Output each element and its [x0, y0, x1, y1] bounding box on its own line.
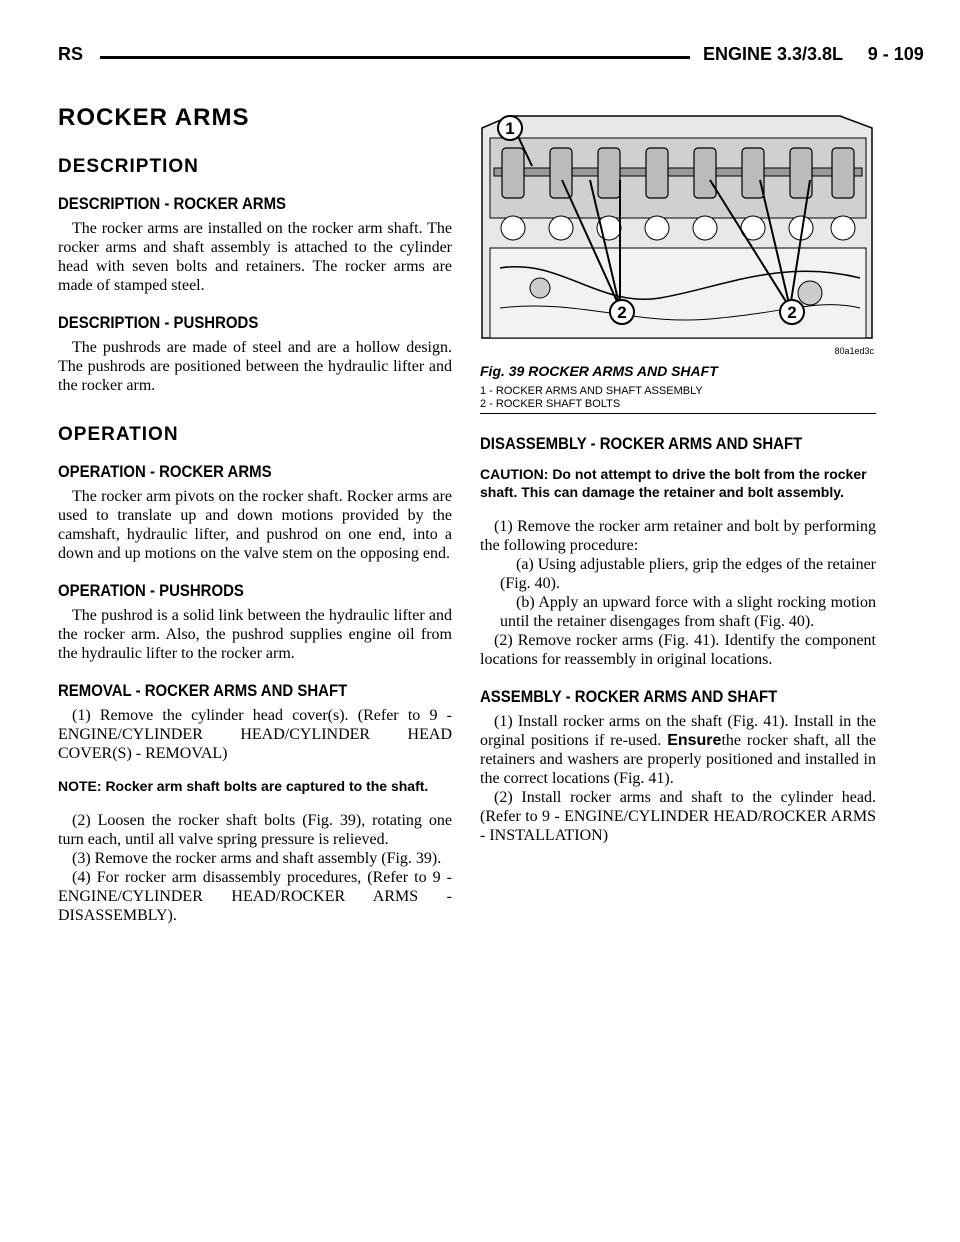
asm-step-1-text: (1) Install rocker arms on the shaft (Fig. 41). Install in the orginal positions if re-used. — [480, 713, 876, 749]
callout-1 — [498, 116, 522, 140]
removal-step-1: (1) Remove the cylinder head cover(s). (Refer to 9 - ENGINE/CYLINDER HEAD/CYLINDER HEAD COVER(S) - REMOVAL) — [58, 707, 452, 762]
engine-illustration — [480, 108, 876, 358]
desc-pushrods-heading: DESCRIPTION - PUSHRODS — [58, 313, 259, 332]
asm-step-1-text-cont: the rocker shaft, all the retainers and washers are properly positioned and installed in the correct locations (Fig. 41). — [480, 732, 876, 787]
description-heading: DESCRIPTION — [58, 156, 199, 177]
svg-text:2: 2 — [787, 303, 797, 322]
op-rocker-text: The rocker arm pivots on the rocker shaft. Rocker arms are used to translate up and down motions provided by the camshaft, hydraulic lifter, and pushrod on one end, into a down and up motions on the valve stem on the opposing end. — [58, 488, 452, 562]
dis-step-2: (2) Remove rocker arms (Fig. 41). Identify the component locations for reassembly in original locations. — [480, 632, 876, 668]
figure-legend — [480, 385, 876, 414]
dis-step-1a: (a) Using adjustable pliers, grip the edges of the retainer (Fig. 40). — [500, 556, 876, 592]
desc-rocker-text: The rocker arms are installed on the rocker arm shaft. The rocker arms and shaft assembly is attached to the cylinder head with seven bolts and retainers. The rocker arms are made of stamped steel. — [58, 220, 452, 294]
header-page-ref: ENGINE 3.3/3.8L 9 - 109 — [703, 44, 924, 64]
page-title: ROCKER ARMS — [58, 104, 250, 131]
op-pushrods-text: The pushrod is a solid link between the hydraulic lifter and the rocker arm. Also, the pushrod supplies engine oil from the hydraulic lifter to the rocker arm. — [58, 607, 452, 662]
callout-2-right — [780, 300, 804, 324]
removal-heading: REMOVAL - ROCKER ARMS AND SHAFT — [58, 681, 348, 700]
operation-heading: OPERATION — [58, 424, 179, 445]
legend-item-2: 2 - ROCKER SHAFT BOLTS — [480, 398, 621, 410]
op-rocker-heading: OPERATION - ROCKER ARMS — [58, 462, 272, 481]
callout-2-left — [610, 300, 634, 324]
asm-step-1 — [480, 712, 876, 788]
svg-text:2: 2 — [617, 303, 627, 322]
legend-item-1: 1 - ROCKER ARMS AND SHAFT ASSEMBLY — [480, 385, 703, 397]
svg-text:1: 1 — [505, 119, 515, 138]
asm-step-2: (2) Install rocker arms and shaft to the cylinder head. (Refer to 9 - ENGINE/CYLINDER HEAD/ROCKER ARMS - INSTALLATION) — [480, 789, 876, 844]
removal-note: NOTE: Rocker arm shaft bolts are captured to the shaft. — [58, 778, 429, 794]
op-pushrods-heading: OPERATION - PUSHRODS — [58, 581, 244, 600]
desc-rocker-heading: DESCRIPTION - ROCKER ARMS — [58, 194, 287, 213]
removal-step-2: (2) Loosen the rocker shaft bolts (Fig. 39), rotating one turn each, until all valve spring pressure is relieved. — [58, 812, 452, 848]
desc-pushrods-text: The pushrods are made of steel and are a hollow design. The pushrods are positioned between the hydraulic lifter and the rocker arm. — [58, 339, 452, 394]
caution-text: CAUTION: Do not attempt to drive the bolt from the rocker shaft. This can damage the retainer and bolt assembly. — [480, 466, 867, 500]
dis-step-1b: (b) Apply an upward force with a slight rocking motion until the retainer disengages from shaft (Fig. 40). — [500, 594, 876, 630]
dis-step-1: (1) Remove the rocker arm retainer and bolt by performing the following procedure: — [480, 518, 876, 554]
removal-step-3: (3) Remove the rocker arms and shaft assembly (Fig. 39). — [72, 850, 442, 867]
figure-39-illustration — [480, 108, 876, 358]
assembly-heading: ASSEMBLY - ROCKER ARMS AND SHAFT — [480, 687, 778, 706]
asm-step-1-emphasis: Ensure — [667, 732, 722, 749]
figure-title: Fig. 39 ROCKER ARMS AND SHAFT — [480, 363, 718, 379]
disassembly-heading: DISASSEMBLY - ROCKER ARMS AND SHAFT — [480, 434, 803, 453]
figure-code: 80a1ed3c — [834, 346, 874, 356]
right-column — [480, 108, 876, 845]
header-section-code: RS — [58, 44, 84, 64]
removal-step-4: (4) For rocker arm disassembly procedures, (Refer to 9 - ENGINE/CYLINDER HEAD/ROCKER ARMS - DISASSEMBLY). — [58, 869, 452, 924]
left-column — [58, 104, 452, 925]
header-rule — [100, 56, 690, 59]
